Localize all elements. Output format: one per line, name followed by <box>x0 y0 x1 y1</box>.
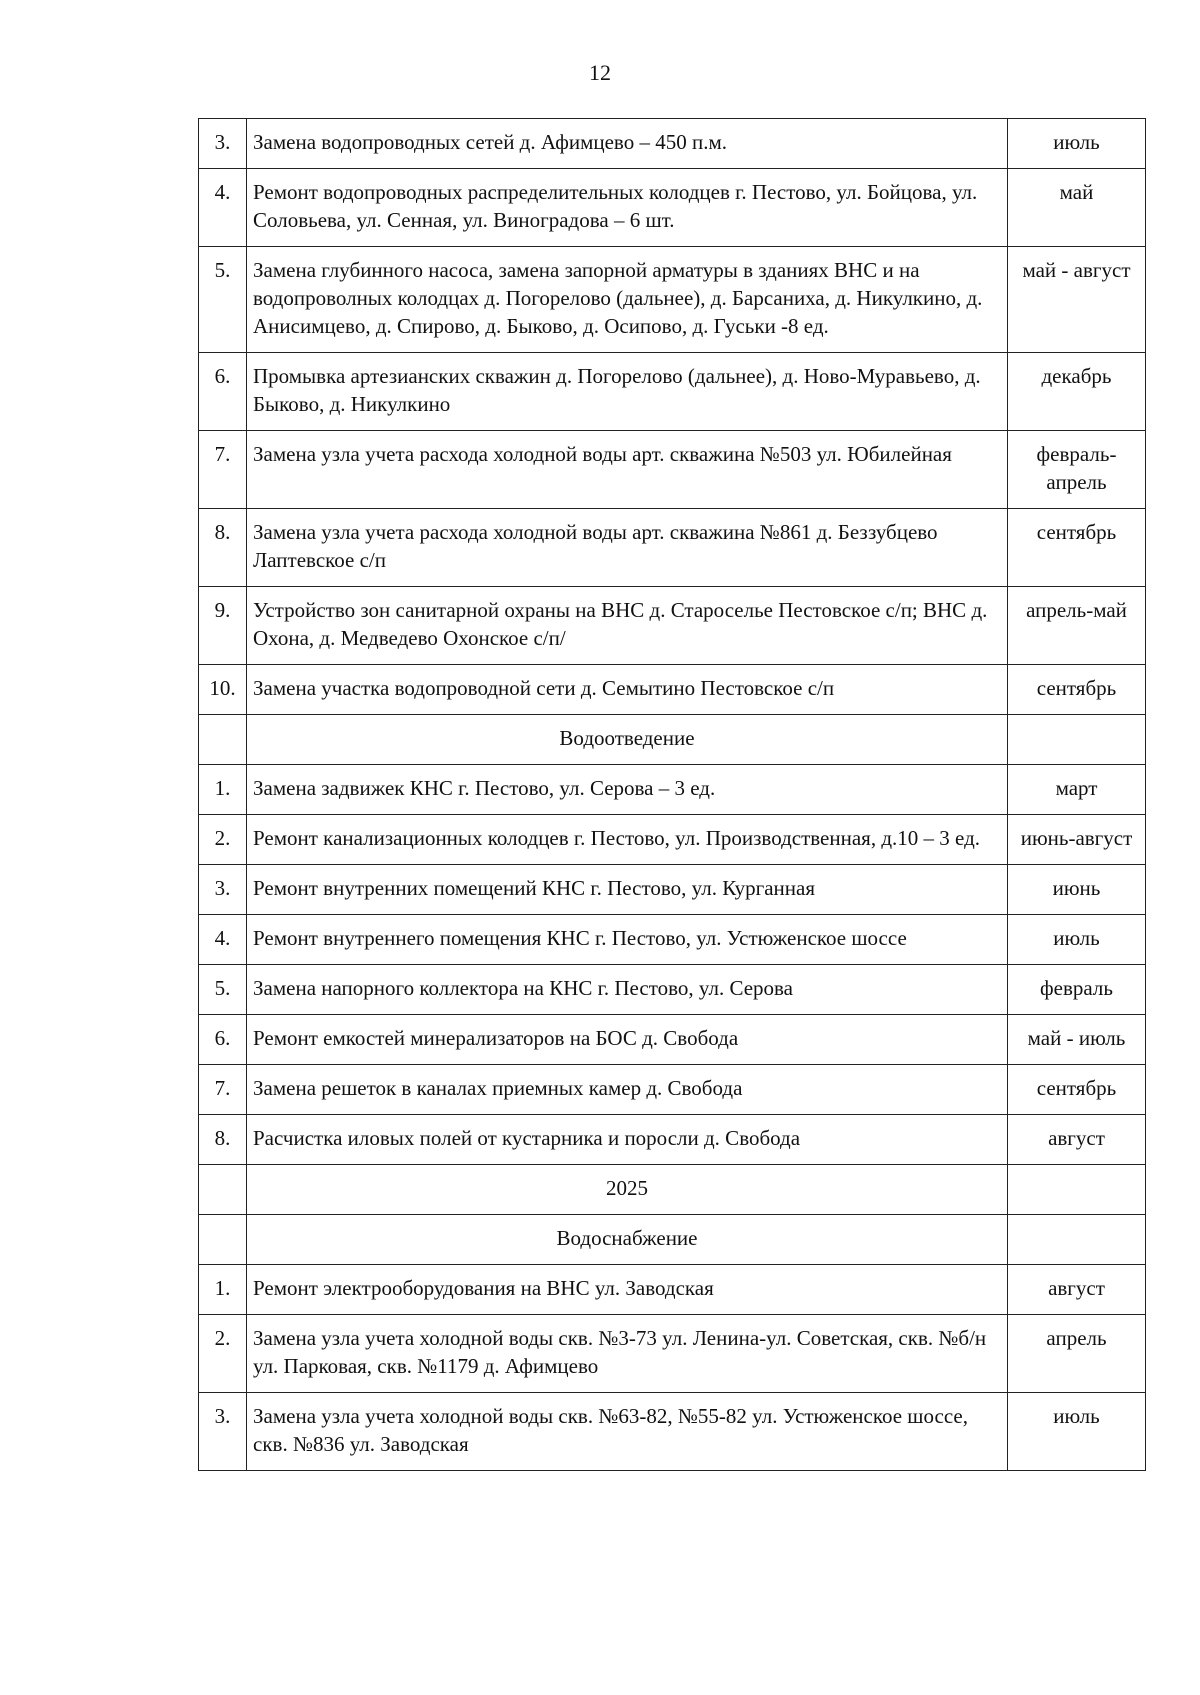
work-period: июнь <box>1008 865 1146 915</box>
table-row <box>199 865 1146 915</box>
work-period: февраль <box>1008 965 1146 1015</box>
work-period: апрель <box>1008 1315 1146 1393</box>
page-number: 12 <box>589 60 611 85</box>
table-row <box>199 431 1146 509</box>
row-number <box>199 715 247 765</box>
work-period: август <box>1008 1115 1146 1165</box>
table-row <box>199 247 1146 353</box>
work-description: Расчистка иловых полей от кустарника и поросли д. Свобода <box>247 1115 1008 1165</box>
work-period: февраль-апрель <box>1008 431 1146 509</box>
work-description: Замена задвижек КНС г. Пестово, ул. Серова – 3 ед. <box>247 765 1008 815</box>
row-number: 8. <box>199 509 247 587</box>
table-row <box>199 815 1146 865</box>
works-plan-table <box>198 118 1146 1471</box>
section-row <box>199 715 1146 765</box>
section-row <box>199 1165 1146 1215</box>
work-description: Ремонт внутреннего помещения КНС г. Пестово, ул. Устюженское шоссе <box>247 915 1008 965</box>
work-description: Ремонт емкостей минерализаторов на БОС д. Свобода <box>247 1015 1008 1065</box>
row-number: 8. <box>199 1115 247 1165</box>
work-description: Замена решеток в каналах приемных камер д. Свобода <box>247 1065 1008 1115</box>
work-period <box>1008 1215 1146 1265</box>
work-period <box>1008 1165 1146 1215</box>
table-row <box>199 509 1146 587</box>
row-number: 7. <box>199 431 247 509</box>
row-number: 6. <box>199 353 247 431</box>
row-number: 3. <box>199 1393 247 1471</box>
work-description: Замена узла учета холодной воды скв. №3-73 ул. Ленина-ул. Советская, скв. №б/н ул. Парковая, скв. №1179 д. Афимцево <box>247 1315 1008 1393</box>
section-title: Водоотведение <box>247 715 1008 765</box>
work-period: май - август <box>1008 247 1146 353</box>
row-number: 4. <box>199 169 247 247</box>
work-period: май - июль <box>1008 1015 1146 1065</box>
work-period: май <box>1008 169 1146 247</box>
work-period: июль <box>1008 1393 1146 1471</box>
row-number: 5. <box>199 965 247 1015</box>
work-period: сентябрь <box>1008 665 1146 715</box>
row-number: 2. <box>199 1315 247 1393</box>
table-row <box>199 665 1146 715</box>
row-number: 1. <box>199 1265 247 1315</box>
work-period: декабрь <box>1008 353 1146 431</box>
work-period: июль <box>1008 119 1146 169</box>
row-number: 2. <box>199 815 247 865</box>
work-period: март <box>1008 765 1146 815</box>
row-number: 5. <box>199 247 247 353</box>
table-row <box>199 353 1146 431</box>
table-row <box>199 119 1146 169</box>
table-row <box>199 1065 1146 1115</box>
row-number <box>199 1165 247 1215</box>
table-row <box>199 1315 1146 1393</box>
work-description: Замена напорного коллектора на КНС г. Пестово, ул. Серова <box>247 965 1008 1015</box>
work-period: сентябрь <box>1008 509 1146 587</box>
work-period: август <box>1008 1265 1146 1315</box>
work-description: Замена глубинного насоса, замена запорной арматуры в зданиях ВНС и на водопроволных колодцах д. Погорелово (дальнее), д. Барсаниха, д. Никулкино, д. Анисимцево, д. Спирово, д. Быково, д. Осипово, д. Гуськи -8 ед. <box>247 247 1008 353</box>
work-description: Ремонт водопроводных распределительных колодцев г. Пестово, ул. Бойцова, ул. Соловьева, ул. Сенная, ул. Виноградова – 6 шт. <box>247 169 1008 247</box>
row-number: 10. <box>199 665 247 715</box>
work-description: Замена водопроводных сетей д. Афимцево – 450 п.м. <box>247 119 1008 169</box>
work-period: июнь-август <box>1008 815 1146 865</box>
work-description: Замена узла учета холодной воды скв. №63-82, №55-82 ул. Устюженское шоссе, скв. №836 ул. Заводская <box>247 1393 1008 1471</box>
table-body <box>199 119 1146 1471</box>
work-description: Промывка артезианских скважин д. Погорелово (дальнее), д. Ново-Муравьево, д. Быково, д. Никулкино <box>247 353 1008 431</box>
row-number: 3. <box>199 119 247 169</box>
row-number: 9. <box>199 587 247 665</box>
work-period: июль <box>1008 915 1146 965</box>
work-description: Замена узла учета расхода холодной воды арт. скважина №861 д. Беззубцево Лаптевское с/п <box>247 509 1008 587</box>
row-number: 7. <box>199 1065 247 1115</box>
work-period <box>1008 715 1146 765</box>
table-row <box>199 765 1146 815</box>
work-description: Замена участка водопроводной сети д. Семытино Пестовское с/п <box>247 665 1008 715</box>
table-row <box>199 1265 1146 1315</box>
row-number <box>199 1215 247 1265</box>
table-row <box>199 587 1146 665</box>
row-number: 4. <box>199 915 247 965</box>
work-description: Замена узла учета расхода холодной воды арт. скважина №503 ул. Юбилейная <box>247 431 1008 509</box>
row-number: 3. <box>199 865 247 915</box>
section-title: 2025 <box>247 1165 1008 1215</box>
row-number: 6. <box>199 1015 247 1065</box>
table-row <box>199 965 1146 1015</box>
work-description: Устройство зон санитарной охраны на ВНС д. Староселье Пестовское с/п; ВНС д. Охона, д. Медведево Охонское с/п/ <box>247 587 1008 665</box>
table-row <box>199 1015 1146 1065</box>
table-row <box>199 915 1146 965</box>
table-row <box>199 1393 1146 1471</box>
work-description: Ремонт внутренних помещений КНС г. Пестово, ул. Курганная <box>247 865 1008 915</box>
work-period: сентябрь <box>1008 1065 1146 1115</box>
table-row <box>199 1115 1146 1165</box>
row-number: 1. <box>199 765 247 815</box>
work-period: апрель-май <box>1008 587 1146 665</box>
work-description: Ремонт электрооборудования на ВНС ул. Заводская <box>247 1265 1008 1315</box>
table-row <box>199 169 1146 247</box>
section-title: Водоснабжение <box>247 1215 1008 1265</box>
work-description: Ремонт канализационных колодцев г. Пестово, ул. Производственная, д.10 – 3 ед. <box>247 815 1008 865</box>
section-row <box>199 1215 1146 1265</box>
